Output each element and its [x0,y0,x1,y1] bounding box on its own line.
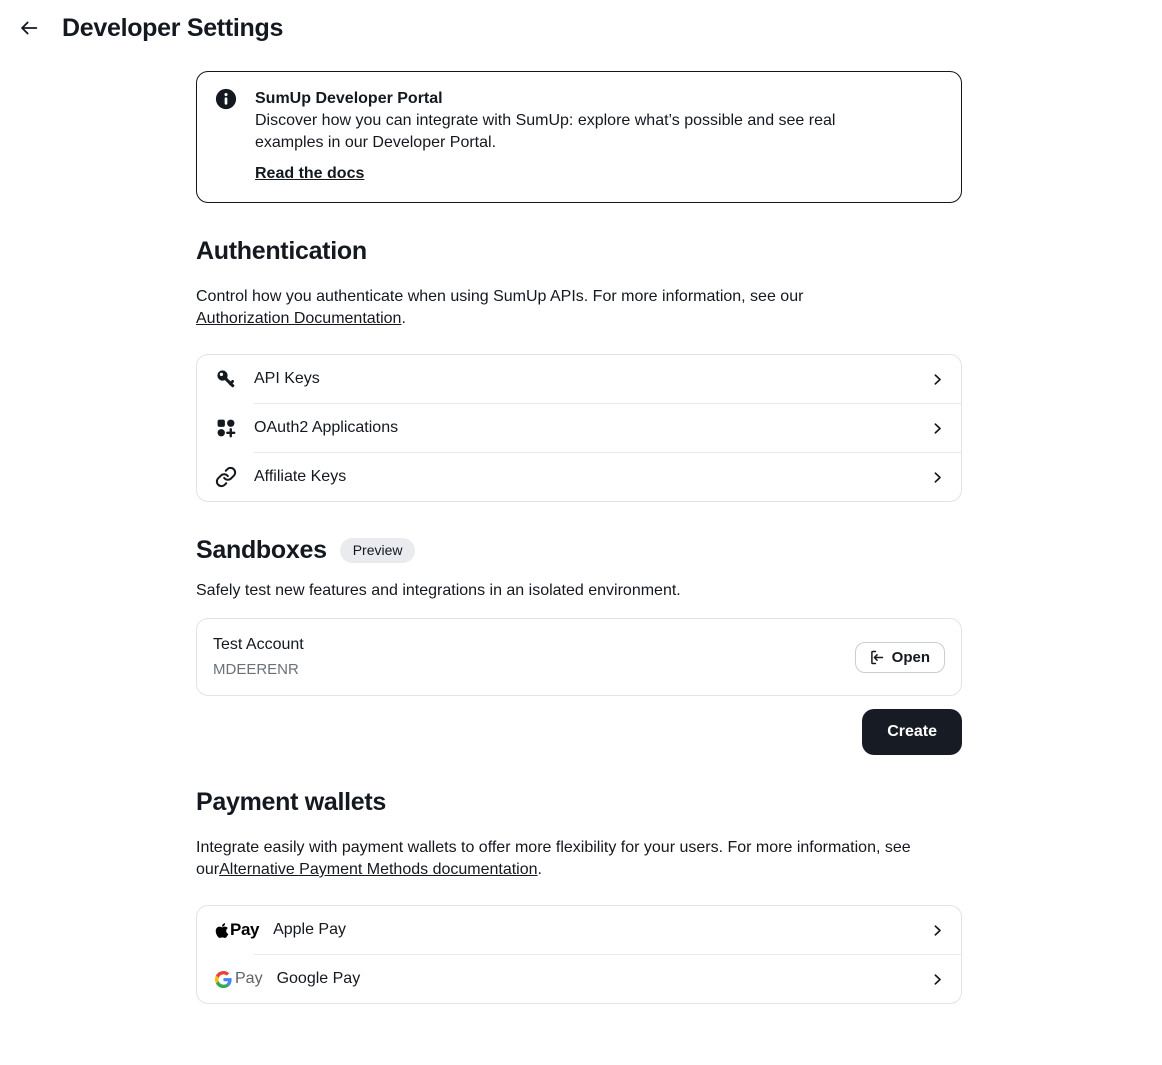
create-button-wrap [196,709,962,755]
open-sandbox-button[interactable] [855,642,945,673]
row-google-pay[interactable] [197,955,961,1003]
sandboxes-heading: Sandboxes [196,536,327,564]
chevron-right-icon [930,923,945,938]
row-label: OAuth2 Applications [254,419,399,436]
payment-wallets-heading: Payment wallets [196,788,387,816]
row-label: Google Pay [276,970,361,987]
preview-badge: Preview [340,538,416,563]
authentication-description-period: . [401,310,406,327]
sandbox-account-id: MDEERENR [213,661,299,678]
chevron-right-icon [930,470,945,485]
apple-icon [215,922,229,939]
create-sandbox-button[interactable]: Create [862,709,962,755]
authentication-heading: Authentication [196,237,367,265]
google-pay-wordmark: Pay [235,970,263,987]
row-apple-pay[interactable] [197,906,961,954]
main-content [196,71,962,1004]
chevron-right-icon [930,421,945,436]
chevron-right-icon [930,972,945,987]
payment-wallets-card [196,905,962,1004]
payment-wallets-description [196,837,962,881]
apple-pay-logo [215,920,259,940]
alternative-payment-methods-link[interactable]: Alternative Payment Methods documentation [219,861,538,878]
key-icon [215,368,237,390]
apple-pay-wordmark: Pay [230,920,260,939]
info-banner-title: SumUp Developer Portal [255,90,443,107]
sandboxes-description: Safely test new features and integrations in an isolated environment. [196,582,681,599]
row-oauth2-applications[interactable] [197,404,961,452]
authentication-description [196,286,962,330]
row-label: Apple Pay [273,921,346,938]
page-title: Developer Settings [62,13,284,42]
back-button[interactable] [16,15,42,41]
payment-wallets-description-text: Integrate easily with payment wallets to offer more flexibility for your users. For more information, see our [196,839,911,878]
info-banner-body: Discover how you can integrate with SumUp: explore what’s possible and see real examples in our Developer Portal. [255,112,836,151]
arrow-left-icon [18,17,40,39]
chevron-right-icon [930,372,945,387]
row-affiliate-keys[interactable] [197,453,961,501]
sandbox-account-name: Test Account [213,636,304,653]
google-g-icon [215,971,232,988]
login-icon [868,649,885,666]
authentication-card [196,354,962,502]
info-banner-text [255,88,865,185]
row-label: API Keys [254,370,320,387]
authentication-heading-wrap [196,236,962,266]
sandbox-account-info [213,634,304,680]
read-the-docs-link[interactable]: Read the docs [255,165,365,182]
info-banner [196,71,962,203]
sandbox-account-card [196,618,962,696]
google-pay-logo [215,970,263,988]
row-api-keys[interactable] [197,355,961,403]
authorization-documentation-link[interactable]: Authorization Documentation [196,310,402,327]
info-icon [215,88,237,185]
open-button-label: Open [891,648,930,666]
page-header [0,0,1162,44]
payment-wallets-description-period: . [537,861,542,878]
payment-wallets-heading-wrap [196,787,962,817]
row-label: Affiliate Keys [254,468,347,485]
link-icon [215,466,237,488]
authentication-description-text: Control how you authenticate when using SumUp APIs. For more information, see our [196,288,804,305]
apps-icon [215,417,237,439]
sandboxes-heading-wrap [196,535,962,565]
